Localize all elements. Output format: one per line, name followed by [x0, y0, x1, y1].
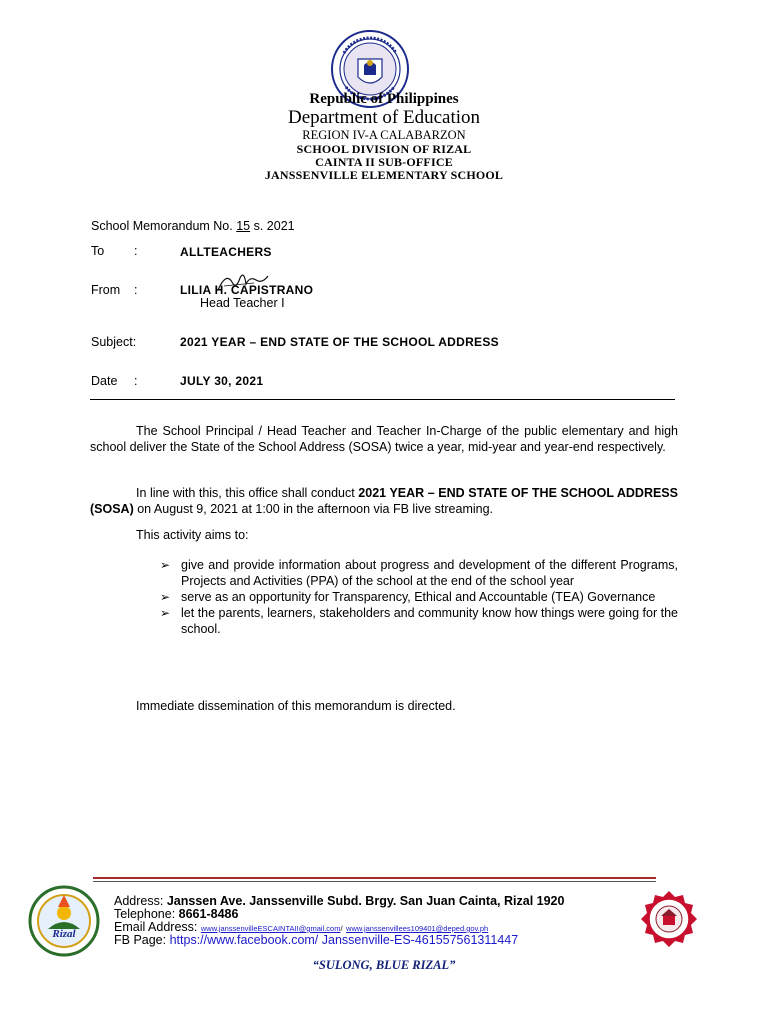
- paragraph-2: [90, 485, 678, 517]
- closing-line: Immediate dissemination of this memorandum is directed.: [136, 699, 456, 713]
- subject-value: 2021 YEAR – END STATE OF THE SCHOOL ADDRESS: [180, 335, 499, 349]
- bullet-text: serve as an opportunity for Transparency, Ethical and Accountable (TEA) Governance: [181, 590, 656, 604]
- school-heading: JANSSENVILLE ELEMENTARY SCHOOL: [264, 168, 504, 182]
- to-value: ALLTEACHERS: [180, 245, 272, 259]
- memo-number-suffix: s. 2021: [253, 219, 295, 233]
- bullet-text: give and provide information about progress and development of the different Programs, Projects and Activities (PPA) of the school at the end of the school year: [181, 558, 678, 588]
- to-colon: :: [134, 244, 138, 258]
- date-value: JULY 30, 2021: [180, 374, 264, 388]
- date-colon: :: [134, 374, 138, 388]
- fb-label: FB Page:: [114, 933, 167, 947]
- from-title: Head Teacher I: [200, 296, 285, 310]
- arrow-bullet-icon: ➢: [160, 558, 171, 572]
- telephone-value: 8661-8486: [178, 907, 239, 921]
- arrow-bullet-icon: ➢: [160, 606, 171, 620]
- from-colon: :: [134, 283, 138, 297]
- sub-office-heading: CAINTA II SUB-OFFICE: [315, 155, 453, 169]
- division-heading: SCHOOL DIVISION OF RIZAL: [296, 142, 472, 156]
- school-seal-logo: [639, 889, 699, 949]
- to-label: To: [91, 244, 105, 258]
- telephone-label: Telephone:: [114, 907, 176, 921]
- footer-telephone: [114, 907, 238, 921]
- aims-intro: This activity aims to:: [136, 528, 249, 542]
- arrow-bullet-icon: ➢: [160, 590, 171, 604]
- footer-address: [114, 894, 564, 908]
- list-item: [160, 589, 678, 605]
- footer-divider-thin: [93, 881, 656, 882]
- email-link-1[interactable]: www.janssenvilleESCAINTAII@gmail.com: [200, 924, 341, 933]
- memo-number-value: 15: [236, 219, 251, 233]
- address-value: Janssen Ave. Janssenville Subd. Brgy. San Juan Cainta, Rizal 1920: [166, 894, 565, 908]
- paragraph-2-end: on August 9, 2021 at 1:00 in the afternoon via FB live streaming.: [137, 502, 494, 516]
- footer-divider: [93, 877, 656, 879]
- memo-number-prefix: School Memorandum No.: [91, 219, 233, 233]
- email-link-2[interactable]: www.janssenvillees109401@deped.gov.ph: [346, 924, 489, 933]
- footer-fb: [114, 933, 518, 947]
- date-label: Date: [91, 374, 118, 388]
- region-heading: REGION IV-A CALABARZON: [302, 128, 466, 142]
- paragraph-1: [90, 423, 678, 455]
- republic-heading: Republic of Philippines: [309, 91, 459, 107]
- rizal-seal-logo: [28, 885, 100, 957]
- subject-label: Subject:: [91, 335, 137, 349]
- bullet-text: let the parents, learners, stakeholders and community know how things were going for the school.: [181, 606, 678, 636]
- from-label: From: [91, 283, 121, 297]
- department-heading: Department of Education: [287, 107, 481, 128]
- rizal-logo-text: Rizal: [52, 928, 76, 940]
- email-label: Email Address:: [114, 920, 198, 934]
- fb-link[interactable]: https://www.facebook.com/ Janssenville-ES-461557561311447: [169, 933, 519, 947]
- email-separator: /: [340, 924, 343, 933]
- list-item: [160, 557, 678, 589]
- paragraph-2-start: In line with this, this office shall conduct: [136, 486, 355, 500]
- paragraph-1-text: The School Principal / Head Teacher and Teacher In-Charge of the public elementary and high school deliver the State of the School Address (SOSA) twice a year, mid-year and year-end respectively.: [90, 424, 678, 454]
- school-motto: “SULONG, BLUE RIZAL”: [312, 958, 456, 972]
- from-name: LILIA H. CAPISTRANO: [180, 283, 314, 297]
- signature-image: [214, 268, 272, 298]
- aims-list: [160, 557, 678, 637]
- address-label: Address:: [114, 894, 164, 908]
- memo-number: [91, 219, 295, 233]
- header-divider: [90, 399, 675, 400]
- footer-email: [114, 920, 488, 934]
- list-item: [160, 605, 678, 637]
- paragraph-2-bold: 2021 YEAR – END STATE OF THE SCHOOL ADDRESS (SOSA): [90, 486, 678, 516]
